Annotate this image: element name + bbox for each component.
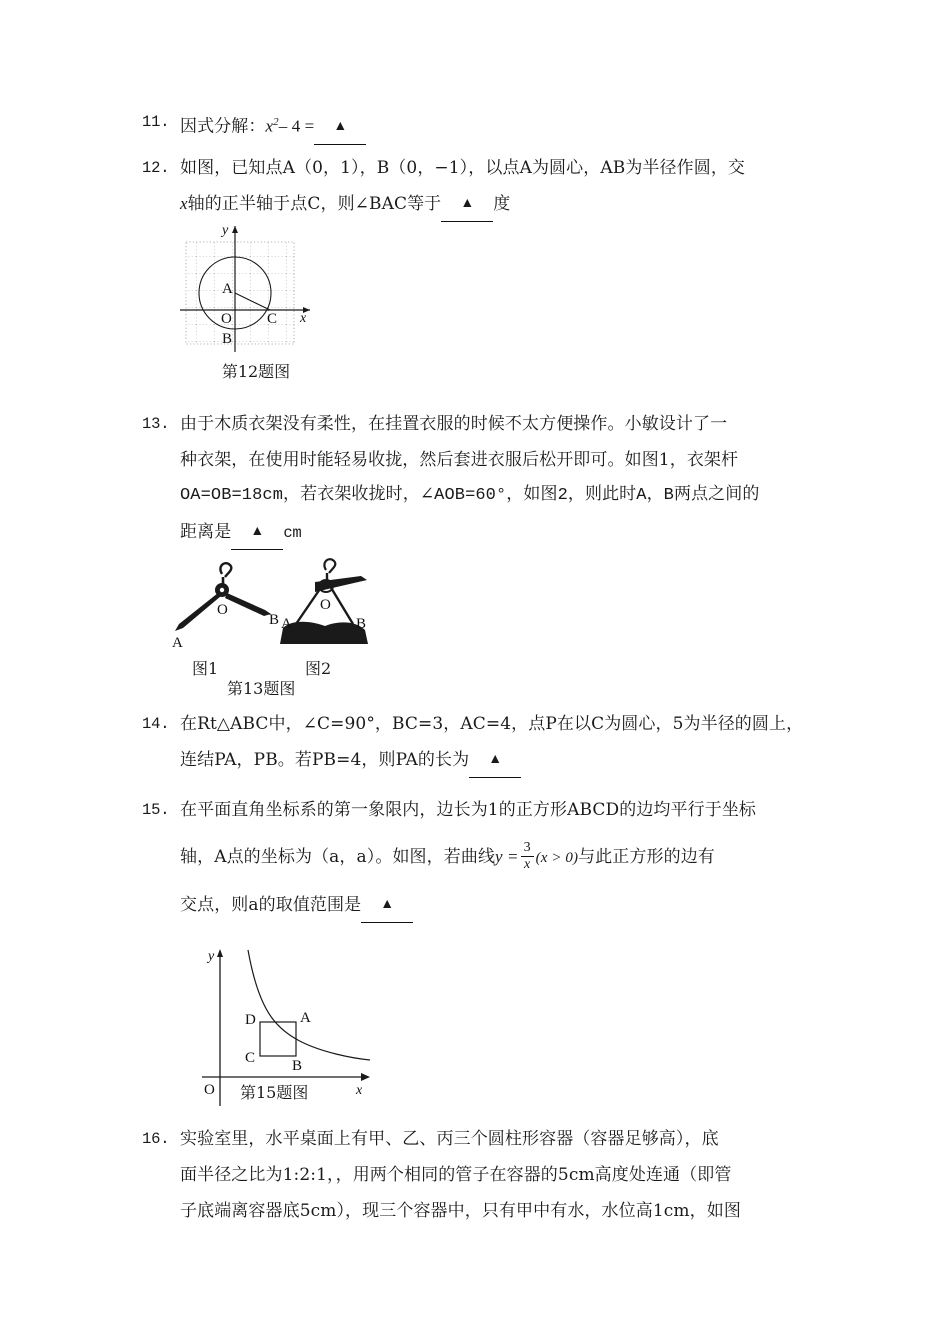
q15-formula-condition: (x > 0) <box>535 850 579 866</box>
y-axis-label: y <box>208 949 215 964</box>
label-A-fig1: A <box>172 635 183 651</box>
question-16 <box>142 1121 842 1229</box>
q12-text: 轴的正半轴于点C，则∠BAC等于 <box>187 194 442 214</box>
q14-blank-marker: ▲ <box>488 752 503 767</box>
question-14-number: 14. <box>142 715 170 733</box>
q11-text: 因式分解： <box>180 116 266 137</box>
question-12-body <box>180 150 832 223</box>
square-ABCD <box>260 1022 296 1056</box>
figure-13-subcaption-2: 图2 <box>305 659 332 678</box>
question-16-line-3: 子底端离容器底5cm），现三个容器中，只有甲中有水，水位高1cm，如图 <box>180 1201 741 1221</box>
q15-fraction <box>521 841 534 872</box>
q14-answer-blank[interactable] <box>469 741 521 778</box>
question-13-body <box>180 406 842 551</box>
figure-12-drawing <box>178 222 318 357</box>
q15-blank-marker: ▲ <box>380 897 395 912</box>
question-13-number: 13. <box>142 415 170 433</box>
question-16-line-2: 面半径之比为1:2:1，，用两个相同的管子在容器的5cm高度处连通（即管 <box>180 1165 732 1185</box>
q11-math-x: x <box>265 116 274 136</box>
cross-bar-2 <box>315 576 367 592</box>
q13-answer-blank[interactable] <box>231 513 283 550</box>
question-14-body <box>180 706 842 779</box>
arm-OB-1 <box>225 593 271 616</box>
question-13-line-3: OA=OB=18cm，若衣架收拢时，∠AOB=60°，如图2，则此时A，B两点之间的 <box>180 486 760 505</box>
question-15 <box>142 792 842 924</box>
label-B-fig2: B <box>356 616 367 632</box>
figure-13 <box>165 552 380 698</box>
question-14-line-1: 在Rt△ABC中，∠C=90°，BC=3，AC=4，点P在以C为圆心，5为半径的圆上， <box>180 714 804 734</box>
pivot-hole-1 <box>220 588 224 592</box>
y-axis-arrow <box>232 226 238 233</box>
arm-OA-2 <box>296 586 322 624</box>
question-16-number: 16. <box>142 1130 170 1148</box>
origin-label: O <box>204 1082 215 1098</box>
hanger-folded <box>280 559 368 644</box>
q15-formula-lhs: y = <box>495 847 519 866</box>
q13-text-pre: 距离是 <box>180 522 232 542</box>
question-12 <box>142 150 832 223</box>
q11-blank-marker: ▲ <box>333 118 348 134</box>
q15-fraction-denominator: x <box>523 856 531 872</box>
question-11-line-1 <box>180 104 822 146</box>
label-O-fig2: O <box>320 597 331 613</box>
x-axis-label: x <box>356 1083 363 1098</box>
figure-15-caption: 第15题图 <box>240 1083 309 1102</box>
point-label-C: C <box>267 311 278 327</box>
q12-text-post: 度 <box>493 194 511 214</box>
q12-answer-blank[interactable] <box>441 185 493 222</box>
question-12-line-1: 如图，已知点A（0，1），B（0，−1），以点A为圆心，AB为半径作圆，交 <box>180 158 746 178</box>
label-O-fig1: O <box>217 602 228 618</box>
figure-13-subcaption-1: 图1 <box>192 659 219 678</box>
q13-blank-marker: ▲ <box>250 524 265 539</box>
y-axis-label: y <box>222 223 229 238</box>
q14-text-pre: 连结PA，PB。若PB=4，则PA的长为 <box>180 750 470 770</box>
vertex-label-C: C <box>245 1050 256 1066</box>
y-axis-arrow <box>217 949 223 957</box>
question-14 <box>142 706 842 779</box>
q15-text-pre: 轴，A点的坐标为（a，a）。如图，若曲线 <box>180 847 496 867</box>
q12-blank-marker: ▲ <box>460 196 475 211</box>
label-A-fig2: A <box>281 616 292 632</box>
q15-fraction-numerator: 3 <box>523 839 531 855</box>
label-B-fig1: B <box>269 612 280 628</box>
figure-13-caption: 第13题图 <box>227 679 296 698</box>
question-15-line-3 <box>180 887 842 924</box>
q15-text-post: 与此正方形的边有 <box>578 847 715 867</box>
question-16-line-1: 实验室里，水平桌面上有甲、乙、丙三个圆柱形容器（容器足够高），底 <box>180 1129 719 1149</box>
question-13-line-4 <box>180 514 842 551</box>
q15-answer-blank[interactable] <box>361 886 413 923</box>
question-11-body <box>180 104 822 146</box>
hook-1 <box>220 563 231 577</box>
point-label-A: A <box>222 281 233 297</box>
point-label-B: B <box>222 331 233 347</box>
question-11-number: 11. <box>142 113 170 131</box>
figure-15 <box>196 946 376 1111</box>
q11-answer-blank[interactable] <box>314 108 366 145</box>
figure-12-caption: 第12题图 <box>221 362 291 381</box>
arm-OA-1 <box>175 593 221 631</box>
hook-2 <box>324 559 335 573</box>
arm-OB-2 <box>330 586 353 624</box>
q15-text-pre-2: 交点，则a的取值范围是 <box>180 895 362 915</box>
figure-12 <box>178 222 326 382</box>
q11-math-exponent: 2 <box>273 116 279 128</box>
question-13-line-2: 种衣架，在使用时能轻易收拢，然后套进衣服后松开即可。如图1，衣架杆 <box>180 450 739 470</box>
q13-text-post: cm <box>283 524 302 542</box>
point-label-O: O <box>221 311 232 327</box>
hanger-open <box>172 563 279 651</box>
vertex-label-B: B <box>292 1058 303 1074</box>
q11-math-rest: – 4 = <box>278 116 315 136</box>
x-axis-arrow <box>361 1073 370 1081</box>
question-16-body <box>180 1121 842 1229</box>
question-14-line-2 <box>180 742 842 779</box>
question-13-line-1: 由于木质衣架没有柔性，在挂置衣服的时候不太方便操作。小敏设计了一 <box>180 414 728 434</box>
question-12-number: 12. <box>142 159 170 177</box>
vertex-label-D: D <box>245 1012 256 1028</box>
question-13 <box>142 406 842 551</box>
base-mound-2 <box>280 622 368 644</box>
q12-math-x: x <box>180 194 188 213</box>
question-12-line-2 <box>180 186 832 223</box>
question-15-line-2 <box>180 828 842 887</box>
question-15-body <box>180 792 842 924</box>
vertex-label-A: A <box>300 1010 311 1026</box>
question-11 <box>142 104 822 146</box>
question-15-number: 15. <box>142 801 170 819</box>
hyperbola-curve <box>248 950 370 1060</box>
question-15-line-1: 在平面直角坐标系的第一象限内，边长为1的正方形ABCD的边均平行于坐标 <box>180 800 757 820</box>
x-axis-label: x <box>300 311 307 326</box>
figure-13-drawing <box>165 552 380 657</box>
